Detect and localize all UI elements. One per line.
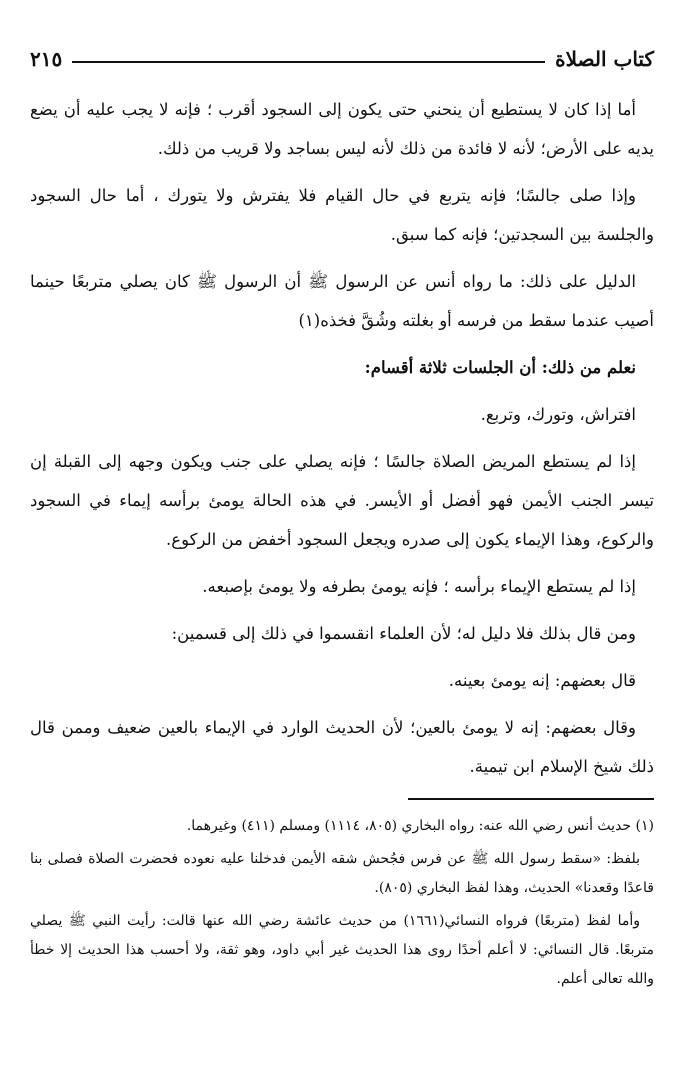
footnotes bbox=[30, 812, 654, 998]
page-header bbox=[30, 44, 654, 74]
paragraph: وقال بعضهم: إنه لا يومئ بالعين؛ لأن الحديث الوارد في الإيماء بالعين ضعيف وممن قال ذلك شيخ الإسلام ابن تيمية. bbox=[30, 718, 654, 776]
paragraph: ومن قال بذلك فلا دليل له؛ لأن العلماء انقسموا في ذلك إلى قسمين: bbox=[171, 624, 636, 643]
page-number: ٢١٥ bbox=[30, 47, 63, 71]
paragraph: أما إذا كان لا يستطيع أن ينحني حتى يكون إلى السجود أقرب ؛ فإنه لا يجب عليه أن يضع يديه على الأرض؛ لأنه لا فائدة من ذلك لأنه ليس بساجد ولا قريب من ذلك. bbox=[30, 100, 654, 158]
footnote: (١) حديث أنس رضي الله عنه: رواه البخاري (٨٠٥، ١١١٤) ومسلم (٤١١) وغيرهما. bbox=[186, 818, 654, 834]
footnote: بلفظ: «سقط رسول الله ﷺ عن فرس فجُحش شقه الأيمن فدخلنا عليه نعوده فحضرت الصلاة فصلى بنا قاعدًا وقعدنا» الحديث، وهذا لفظ البخاري (٨٠٥). bbox=[30, 851, 654, 896]
chapter-title: كتاب الصلاة bbox=[555, 47, 654, 71]
header-divider bbox=[72, 61, 545, 63]
paragraph: افتراش، وتورك، وتربع. bbox=[480, 405, 636, 424]
paragraph: إذا لم يستطع الإيماء برأسه ؛ فإنه يومئ بطرفه ولا يومئ بإصبعه. bbox=[202, 577, 636, 596]
main-text bbox=[30, 90, 654, 794]
paragraph: وإذا صلى جالسًا؛ فإنه يتربع في حال القيام فلا يفترش ولا يتورك ، أما حال السجود والجلسة بين السجدتين؛ فإنه كما سبق. bbox=[30, 186, 654, 244]
paragraph: إذا لم يستطع المريض الصلاة جالسًا ؛ فإنه يصلي على جنب ويكون وجهه إلى القبلة إن تيسر الجنب الأيمن فهو أفضل أو الأيسر. في هذه الحالة يومئ برأسه إيماء في السجود والركوع، وهذا الإيماء يكون إلى صدره ويجعل السجود أخفض من الركوع. bbox=[30, 452, 654, 549]
paragraph: الدليل على ذلك: ما رواه أنس عن الرسول ﷺ أن الرسول ﷺ كان يصلي متربعًا حينما أصيب عندما سقط من فرسه أو بغلته وشُقَّ فخذه(١) bbox=[30, 272, 654, 330]
footnote-divider bbox=[408, 798, 654, 800]
paragraph: نعلم من ذلك: أن الجلسات ثلاثة أقسام: bbox=[364, 358, 636, 377]
paragraph: قال بعضهم: إنه يومئ بعينه. bbox=[448, 671, 636, 690]
footnote: وأما لفظ (متربعًا) فرواه النسائي(١٦٦١) من حديث عائشة رضي الله عنها قالت: رأيت النبي ﷺ يصلي متربعًا. قال النسائي: لا أعلم أحدًا روى هذا الحديث غير أبي داود، وهو ثقة، ولا أحسب هذا الحديث إلا خطأ والله تعالى أعلم. bbox=[30, 913, 654, 987]
